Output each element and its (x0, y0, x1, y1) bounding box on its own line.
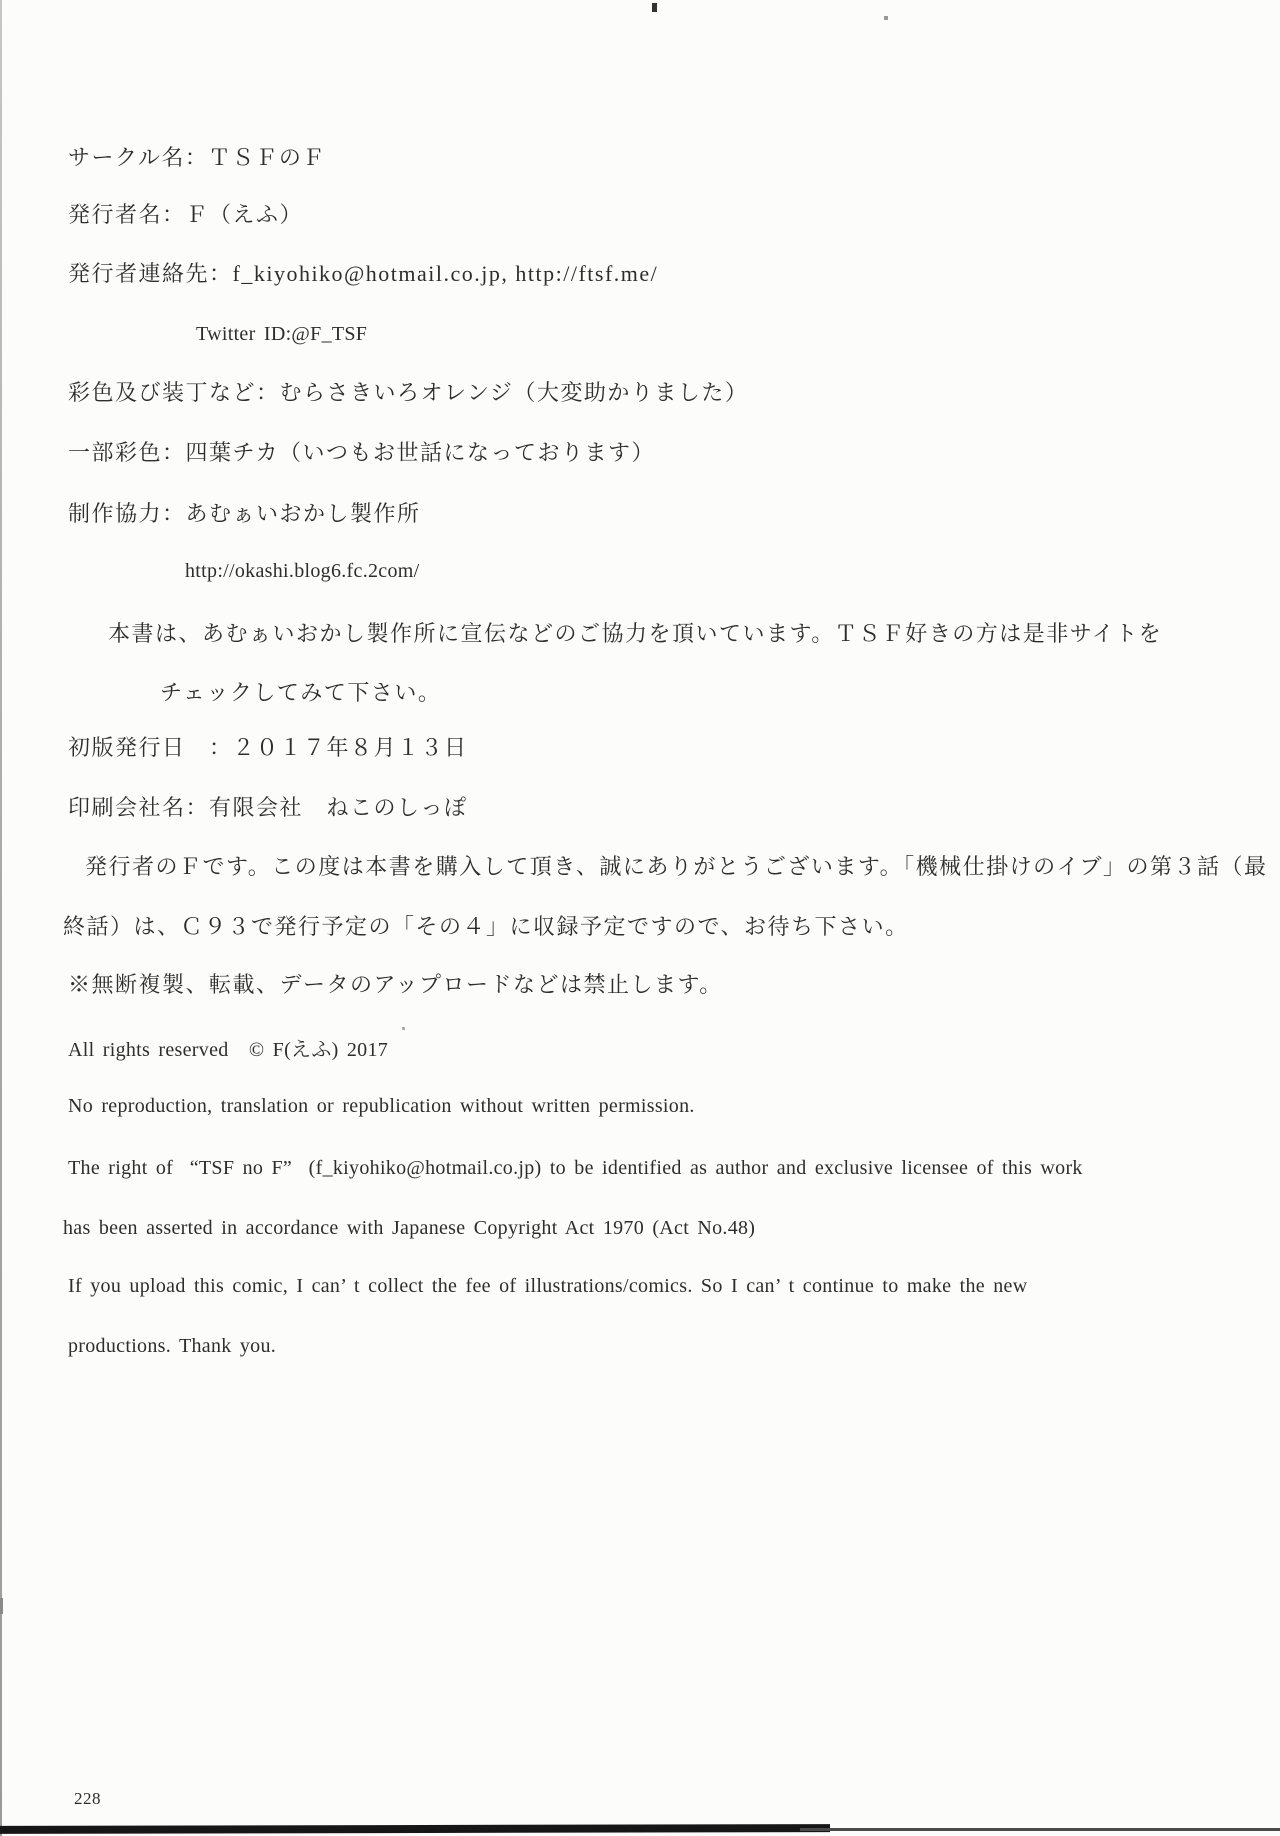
afterword-line-1: 発行者のＦです。この度は本書を購入して頂き、誠にありがとうございます。「機械仕掛けのイブ」の第３話（最 (85, 854, 1268, 879)
scan-speck (652, 3, 657, 12)
promo-line-2: チェックしてみて下さい。 (160, 680, 442, 705)
upload-warning-line-1: If you upload this comic, I can’ t collect the fee of illustrations/comics. So I can’ t continue to make the new (68, 1275, 1028, 1297)
scan-left-edge-blob (0, 1598, 3, 1614)
first-edition-date-line: 初版発行日 ：２０１７年８月１３日 (68, 735, 468, 760)
coloring-design-line: 彩色及び装丁など：むらさきいろオレンジ（大変助かりました） (68, 380, 749, 405)
copyright-act-line: has been asserted in accordance with Japanese Copyright Act 1970 (Act No.48) (63, 1217, 756, 1239)
partial-coloring-line: 一部彩色：四葉チカ（いつもお世話になっております） (68, 440, 656, 465)
promo-line-1: 本書は、あむぁいおかし製作所に宣伝などのご協力を頂いています。ＴＳＦ好きの方は是非サイトを (108, 621, 1163, 646)
page-number: 228 (74, 1789, 101, 1808)
production-cooperation-line: 制作協力：あむぁいおかし製作所 (68, 501, 421, 526)
no-reproduction-line: No reproduction, translation or republication without written permission. (68, 1095, 695, 1117)
afterword-line-2: 終話）は、Ｃ９３で発行予定の「その４」に収録予定ですので、お待ち下さい。 (63, 914, 909, 939)
scan-left-edge-line (0, 0, 2, 1836)
scan-bottom-bar-right (800, 1828, 1280, 1831)
twitter-id-line: Twitter ID:@F_TSF (196, 323, 368, 345)
rights-reserved-line: All rights reserved © F(えふ) 2017 (68, 1039, 389, 1061)
cooperation-url-line: http://okashi.blog6.fc.2com/ (185, 560, 420, 582)
right-of-work-line: The right of “TSF no F” (f_kiyohiko@hotmail.co.jp) to be identified as author and exclusive licensee of this work (68, 1157, 1083, 1179)
scan-speck (884, 16, 888, 20)
printing-company-line: 印刷会社名：有限会社 ねこのしっぽ (68, 795, 468, 820)
scan-speck (402, 1027, 405, 1030)
prohibition-line: ※無断複製、転載、データのアップロードなどは禁止します。 (68, 972, 723, 997)
publisher-contact-line: 発行者連絡先：f_kiyohiko@hotmail.co.jp, http://ftsf.me/ (68, 261, 659, 286)
upload-warning-line-2: productions. Thank you. (68, 1335, 277, 1357)
circle-name-line: サークル名：ＴＳＦのＦ (68, 145, 326, 170)
scan-bottom-bar-left (0, 1824, 830, 1834)
publisher-name-line: 発行者名：Ｆ（えふ） (68, 202, 304, 227)
